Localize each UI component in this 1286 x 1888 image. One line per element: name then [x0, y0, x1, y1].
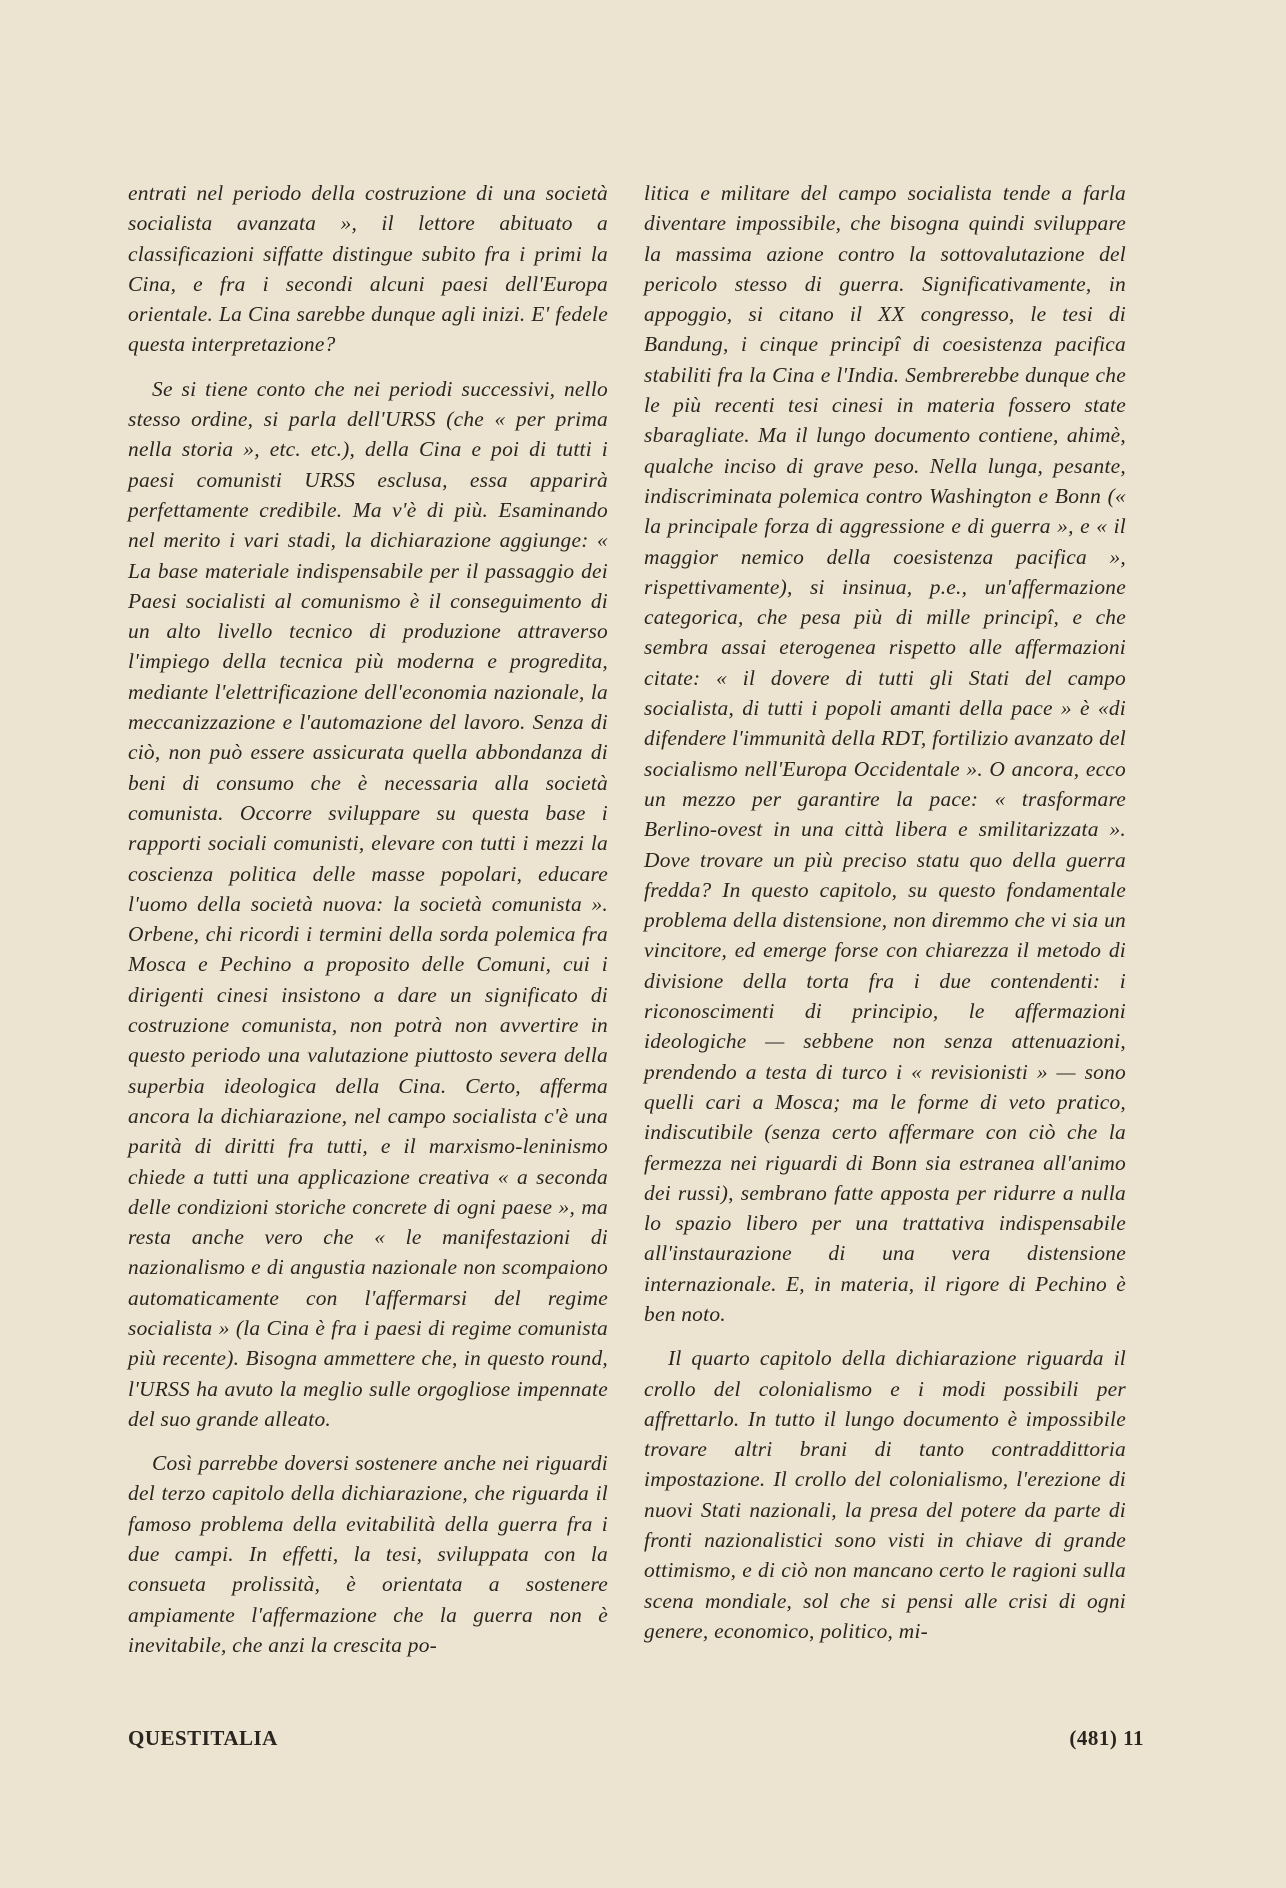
paragraph: Se si tiene conto che nei periodi successivi, nello stesso ordine, si parla dell'URSS (che « per prima nella storia », etc. etc.), della Cina e poi di tutti i paesi comunisti URSS esclusa, essa apparirà perfettamente credibile. Ma v'è di più. Esaminando nel merito i vari stadi, la dichiarazione aggiunge: « La base materiale indispensabile per il passaggio dei Paesi socialisti al comunismo è il conseguimento di un alto livello tecnico di produzione attraverso l'impiego della tecnica più moderna e progredita, mediante l'elettrificazione dell'economia nazionale, la meccanizzazione e l'automazione del lavoro. Senza di ciò, non può essere assicurata quella abbondanza di beni di consumo che è necessaria alla società comunista. Occorre sviluppare su questa base i rapporti sociali comunisti, elevare con tutti i mezzi la coscienza politica delle masse popolari, educare l'uomo della società nuova: la società comunista ». Orbene, chi ricordi i termini della sorda polemica fra Mosca e Pechino a proposito delle Comuni, cui i dirigenti cinesi insistono a dare un significato di costruzione comunista, non potrà non avvertire in questo periodo una valutazione piuttosto severa della superbia ideologica della Cina. Certo, afferma ancora la dichiarazione, nel campo socialista c'è una parità di diritti fra tutti, e il marxismo-leninismo chiede a tutti una applicazione creativa « a seconda delle condizioni storiche concrete di ogni paese », ma resta anche vero che « le manifestazioni di nazionalismo e di angustia nazionale non scompaiono automaticamente con l'affermarsi del regime socialista » (la Cina è fra i paesi di regime comunista più recente). Bisogna ammettere che, in questo round, l'URSS ha avuto la meglio sulle orgogliose impennate del suo grande alleato. — [128, 376, 608, 1431]
paragraph: entrati nel periodo della costruzione di una società socialista avanzata », il lettore abituato a classificazioni siffatte distingue subito fra i primi la Cina, e fra i secondi alcuni paesi dell'Europa orientale. La Cina sarebbe dunque agli inizi. E' fedele questa interpretazione? — [128, 181, 608, 357]
page-footer — [128, 1726, 1144, 1751]
paragraph: Così parrebbe doversi sostenere anche nei riguardi del terzo capitolo della dichiarazione, che riguarda il famoso problema della evitabilità della guerra fra i due campi. In effetti, la tesi, sviluppata con la consueta prolissità, è orientata a sostenere ampiamente l'affermazione che la guerra non è inevitabile, che anzi la crescita po- — [128, 1451, 608, 1657]
left-column — [128, 178, 608, 1660]
right-column — [644, 178, 1126, 1646]
page-number: (481) 11 — [1069, 1726, 1144, 1750]
paragraph: litica e militare del campo socialista tende a farla diventare impossibile, che bisogna quindi sviluppare la massima azione contro la sottovalutazione del pericolo stesso di guerra. Significativamente, in appoggio, si citano il XX congresso, le tesi di Bandung, i cinque principî di coesistenza pacifica stabiliti fra la Cina e l'India. Sembrerebbe dunque che le più recenti tesi cinesi in materia fossero state sbaragliate. Ma il lungo documento contiene, ahimè, qualche inciso di grave peso. Nella lunga, pesante, indiscriminata polemica contro Washington e Bonn (« la principale forza di aggressione e di guerra », e « il maggior nemico della coesistenza pacifica », rispettivamente), si insinua, p.e., un'affermazione categorica, che pesa più di mille principî, e che sembra assai eterogenea rispetto alle affermazioni citate: « il dovere di tutti gli Stati del campo socialista, di tutti i popoli amanti della pace » è «di difendere l'immunità della RDT, fortilizio avanzato del socialismo nell'Europa Occidentale ». O ancora, ecco un mezzo per garantire la pace: « trasformare Berlino-ovest in una città libera e smilitarizzata ». Dove trovare un più preciso statu quo della guerra fredda? In questo capitolo, su questo fondamentale problema della distensione, non diremmo che vi sia un vincitore, ed emerge forse con chiarezza il metodo di divisione della torta fra i due contendenti: i riconoscimenti di principio, le affermazioni ideologiche — sebbene non senza attenuazioni, prendendo a testa di turco i « revisionisti » — sono quelli cari a Mosca; ma le forme di veto pratico, indiscutibile (senza certo affermare con ciò che la fermezza nei riguardi di Bonn sia estranea all'animo dei russi), sembrano fatte apposta per ridurre a nulla lo spazio libero per una trattativa indispensabile all'instaurazione di una vera distensione internazionale. E, in materia, il rigore di Pechino è ben noto. — [644, 181, 1126, 1326]
publication-name: QUESTITALIA — [128, 1726, 278, 1750]
paragraph: Il quarto capitolo della dichiarazione riguarda il crollo del colonialismo e i modi possibili per affrettarlo. In tutto il lungo documento è impossibile trovare altri brani di tanto contraddittoria impostazione. Il crollo del colonialismo, l'erezione di nuovi Stati nazionali, la presa del potere da parte di fronti nazionalistici sono visti in chiave di grande ottimismo, e di ciò non mancano certo le ragioni sulla scena mondiale, sol che si pensi alle crisi di ogni genere, economico, politico, mi- — [644, 1346, 1126, 1643]
